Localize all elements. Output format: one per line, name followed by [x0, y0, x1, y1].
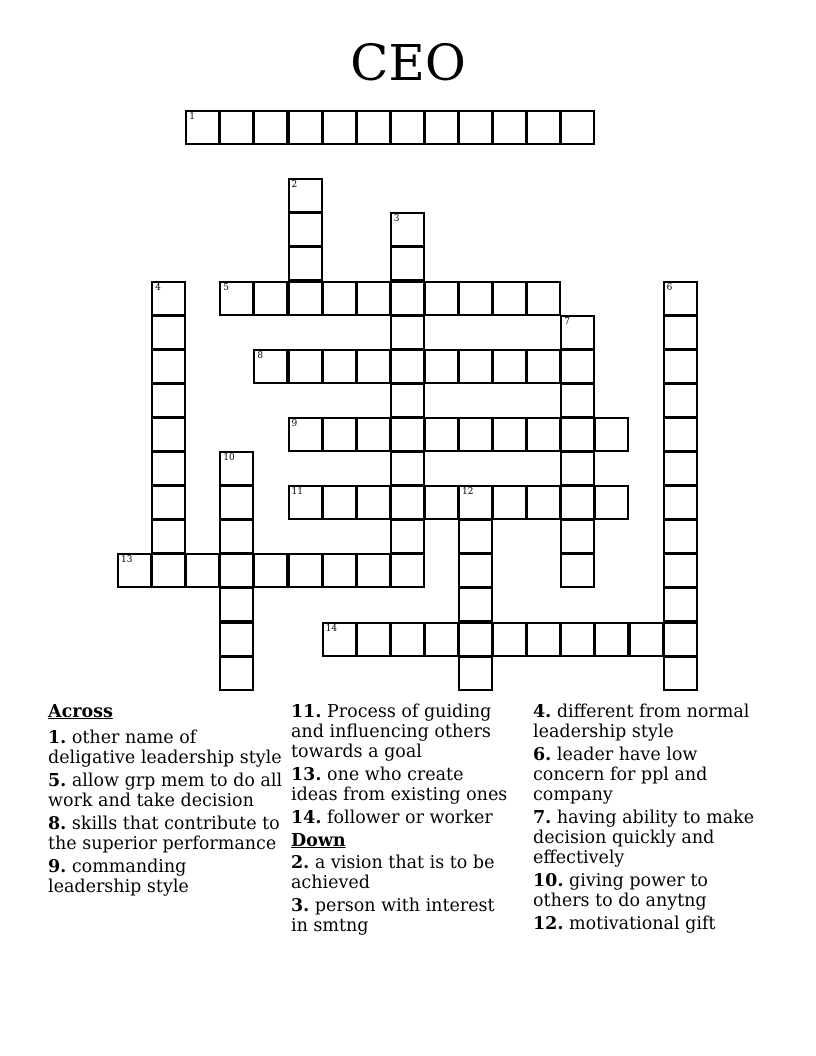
crossword-cell[interactable]: [219, 451, 254, 486]
crossword-cell[interactable]: [253, 110, 288, 145]
across-header: Across: [48, 702, 113, 722]
crossword-cell[interactable]: [117, 553, 152, 588]
cell-number: 14: [325, 623, 338, 634]
cell-number: 8: [257, 350, 264, 361]
crossword-cell[interactable]: [390, 519, 425, 554]
crossword-cell[interactable]: [390, 315, 425, 350]
clue-across-13: 13. one who create ideas from existing ones: [291, 765, 508, 805]
clue-down-7: 7. having ability to make decision quickly and effectively: [533, 808, 755, 868]
cell-number: 2: [291, 180, 298, 191]
crossword-cell[interactable]: [492, 485, 527, 520]
crossword-cell[interactable]: [151, 451, 186, 486]
crossword-cell[interactable]: [663, 656, 698, 691]
crossword-cell[interactable]: [322, 417, 357, 452]
crossword-cell[interactable]: [458, 553, 493, 588]
crossword-cell[interactable]: [663, 349, 698, 384]
clue-across-14: 14. follower or worker: [291, 808, 493, 828]
clue-down-2: 2. a vision that is to be achieved: [291, 853, 495, 893]
crossword-cell[interactable]: [219, 110, 254, 145]
crossword-cell[interactable]: [663, 553, 698, 588]
crossword-cell[interactable]: [322, 622, 357, 657]
clue-down-6: 6. leader have low concern for ppl and company: [533, 745, 708, 805]
crossword-cell[interactable]: [288, 553, 323, 588]
crossword-cell[interactable]: [151, 383, 186, 418]
cell-number: 10: [223, 453, 235, 463]
crossword-cell[interactable]: [322, 110, 357, 145]
clue-across-5: 5. allow grp mem to do all work and take decision: [48, 771, 283, 811]
cell-number: 7: [564, 316, 571, 327]
crossword-cell[interactable]: [629, 622, 664, 657]
crossword-cell[interactable]: [560, 519, 595, 554]
page-title: CEO: [350, 34, 466, 92]
crossword-cell[interactable]: [492, 417, 527, 452]
crossword-cell[interactable]: [560, 315, 595, 350]
crossword-cell[interactable]: [322, 281, 357, 316]
crossword-cell[interactable]: [219, 553, 254, 588]
crossword-cell[interactable]: [458, 656, 493, 691]
clue-across-9: 9. commanding leadership style: [48, 857, 189, 897]
crossword-cell[interactable]: [560, 622, 595, 657]
crossword-cell[interactable]: [526, 485, 561, 520]
cell-number: 3: [393, 214, 400, 225]
clue-down-4: 4. different from normal leadership style: [533, 702, 750, 742]
clue-across-11: 11. Process of guiding and influencing others towards a goal: [291, 702, 492, 762]
crossword-cell[interactable]: [560, 553, 595, 588]
crossword-cell[interactable]: [390, 110, 425, 145]
crossword-cell[interactable]: [288, 485, 323, 520]
crossword-cell[interactable]: [560, 383, 595, 418]
crossword-cell[interactable]: [322, 485, 357, 520]
crossword-cell[interactable]: [390, 622, 425, 657]
crossword-cell[interactable]: [185, 110, 220, 145]
crossword-cell[interactable]: [424, 349, 459, 384]
crossword-cell[interactable]: [492, 110, 527, 145]
crossword-cell[interactable]: [458, 519, 493, 554]
clue-down-10: 10. giving power to others to do anytng: [533, 871, 708, 911]
cell-number: 5: [223, 282, 230, 293]
crossword-cell[interactable]: [322, 349, 357, 384]
crossword-cell[interactable]: [151, 281, 186, 316]
crossword-cell[interactable]: [424, 417, 459, 452]
cell-number: 4: [155, 282, 161, 293]
crossword-cell[interactable]: [492, 622, 527, 657]
crossword-cell[interactable]: [390, 417, 425, 452]
crossword-cell[interactable]: [390, 485, 425, 520]
crossword-cell[interactable]: [663, 417, 698, 452]
clues-column-1: [48, 702, 284, 900]
crossword-cell[interactable]: [663, 485, 698, 520]
crossword-cell[interactable]: [424, 485, 459, 520]
crossword-cell[interactable]: [219, 519, 254, 554]
crossword-cell[interactable]: [663, 383, 698, 418]
crossword-cell[interactable]: [424, 281, 459, 316]
crossword-cell[interactable]: [492, 281, 527, 316]
cell-number: 11: [291, 487, 303, 498]
crossword-cell[interactable]: [663, 622, 698, 657]
crossword-cell[interactable]: [322, 553, 357, 588]
crossword-cell[interactable]: [663, 587, 698, 622]
crossword-cell[interactable]: [185, 553, 220, 588]
crossword-cell[interactable]: [356, 281, 391, 316]
crossword-cell[interactable]: [663, 451, 698, 486]
cell-number: 12: [462, 487, 474, 498]
clue-down-12: 12. motivational gift: [533, 914, 716, 934]
crossword-cell[interactable]: [458, 349, 493, 384]
crossword-cell[interactable]: [663, 281, 698, 316]
crossword-cell[interactable]: [458, 485, 493, 520]
crossword-cell[interactable]: [356, 622, 391, 657]
crossword-cell[interactable]: [390, 451, 425, 486]
crossword-cell[interactable]: [526, 110, 561, 145]
crossword-cell[interactable]: [526, 281, 561, 316]
clue-down-3: 3. person with interest in smtng: [291, 896, 495, 936]
crossword-cell[interactable]: [219, 656, 254, 691]
crossword-cell[interactable]: [390, 212, 425, 247]
crossword-cell[interactable]: [356, 485, 391, 520]
clue-across-1: 1. other name of deligative leadership style: [48, 728, 282, 768]
crossword-cell[interactable]: [253, 281, 288, 316]
crossword-cell[interactable]: [288, 417, 323, 452]
crossword-cell[interactable]: [151, 349, 186, 384]
crossword-cell[interactable]: [390, 383, 425, 418]
cell-number: 1: [189, 112, 195, 122]
crossword-cell[interactable]: [288, 178, 323, 213]
crossword-cell[interactable]: [356, 417, 391, 452]
crossword-cell[interactable]: [219, 485, 254, 520]
crossword-cell[interactable]: [356, 110, 391, 145]
crossword-cell[interactable]: [151, 519, 186, 554]
crossword-cell[interactable]: [560, 110, 595, 145]
crossword-cell[interactable]: [560, 417, 595, 452]
crossword-cell[interactable]: [356, 349, 391, 384]
crossword-cell[interactable]: [424, 110, 459, 145]
crossword-cell[interactable]: [526, 622, 561, 657]
crossword-cell[interactable]: [458, 622, 493, 657]
clue-across-8: 8. skills that contribute to the superior performance: [48, 814, 280, 854]
crossword-cell[interactable]: [219, 587, 254, 622]
crossword-cell[interactable]: [288, 281, 323, 316]
crossword-cell[interactable]: [219, 622, 254, 657]
crossword-cell[interactable]: [390, 246, 425, 281]
cell-number: 13: [121, 555, 133, 566]
clues-column-3: [533, 702, 763, 937]
crossword-cell[interactable]: [594, 622, 629, 657]
down-header: Down: [291, 831, 346, 851]
crossword-cell[interactable]: [424, 622, 459, 657]
crossword-cell[interactable]: [594, 485, 629, 520]
crossword-cell[interactable]: [594, 417, 629, 452]
crossword-cell[interactable]: [253, 553, 288, 588]
crossword-cell[interactable]: [151, 485, 186, 520]
crossword-cell[interactable]: [560, 349, 595, 384]
crossword-cell[interactable]: [492, 349, 527, 384]
crossword-cell[interactable]: [560, 451, 595, 486]
crossword-cell[interactable]: [288, 212, 323, 247]
crossword-cell[interactable]: [151, 315, 186, 350]
crossword-cell[interactable]: [526, 417, 561, 452]
crossword-cell[interactable]: [288, 349, 323, 384]
crossword-cell[interactable]: [663, 315, 698, 350]
crossword-cell[interactable]: [356, 553, 391, 588]
crossword-cell[interactable]: [663, 519, 698, 554]
crossword-cell[interactable]: [151, 417, 186, 452]
crossword-cell[interactable]: [458, 587, 493, 622]
crossword-cell[interactable]: [390, 281, 425, 316]
crossword-cell[interactable]: [458, 110, 493, 145]
crossword-cell[interactable]: [526, 349, 561, 384]
crossword-cell[interactable]: [560, 485, 595, 520]
crossword-cell[interactable]: [253, 349, 288, 384]
crossword-cell[interactable]: [288, 246, 323, 281]
crossword-cell[interactable]: [458, 281, 493, 316]
crossword-cell[interactable]: [390, 553, 425, 588]
crossword-cell[interactable]: [458, 417, 493, 452]
crossword-cell[interactable]: [151, 553, 186, 588]
crossword-cell[interactable]: [219, 281, 254, 316]
cell-number: 6: [666, 282, 673, 293]
crossword-cell[interactable]: [390, 349, 425, 384]
cell-number: 9: [291, 418, 298, 429]
crossword-cell[interactable]: [288, 110, 323, 145]
clues-column-2: [291, 702, 515, 939]
